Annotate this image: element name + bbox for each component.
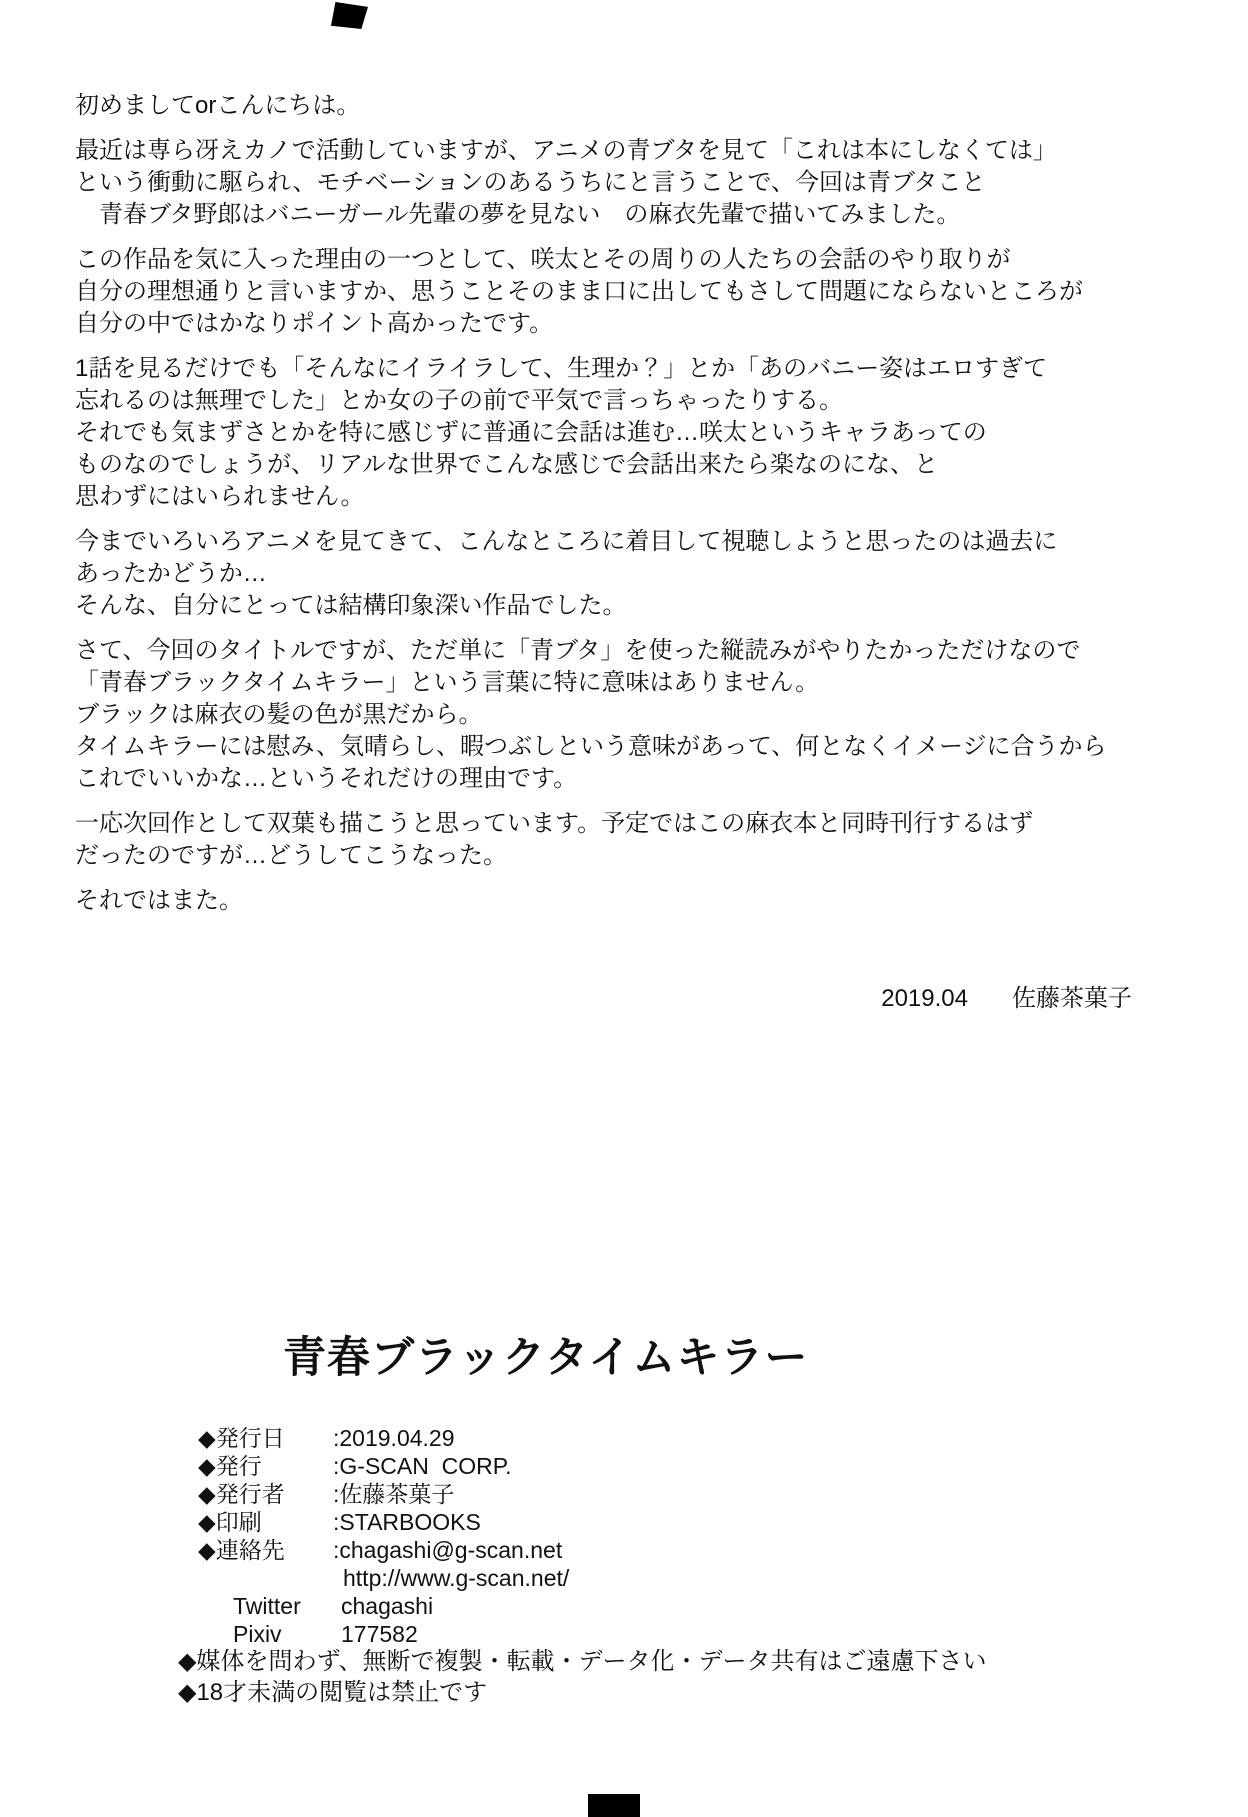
colophon-label: ◆発行 (198, 1453, 262, 1479)
colophon-label: Pixiv (233, 1621, 282, 1647)
body-line: タイムキラーには慰み、気晴らし、暇つぶしという意味があって、何となくイメージに合うから (75, 733, 1107, 760)
body-line: これでいいかな…というそれだけの理由です。 (75, 765, 578, 792)
paragraph (75, 90, 1180, 122)
scan-ink-mark-top-icon (331, 2, 368, 29)
colophon-row (198, 1452, 569, 1480)
colophon (198, 1424, 569, 1648)
body-line: それではまた。 (75, 887, 243, 914)
body-line: さて、今回のタイトルですが、ただ単に「青ブタ」を使った縦読みがやりたかっただけなので (75, 637, 1081, 664)
body-line: 最近は専ら冴えカノで活動していますが、アニメの青ブタを見て「これは本にしなくては」 (75, 137, 1057, 164)
colophon-row (198, 1508, 569, 1536)
signature-row (75, 951, 1180, 1047)
colophon-value: :佐藤茶菓子 (333, 1481, 455, 1507)
body-line: そんな、自分にとっては結構印象深い作品でした。 (75, 592, 627, 619)
colophon-value: 177582 (341, 1621, 418, 1647)
paragraph (75, 885, 1180, 917)
body-line: 思わずにはいられません。 (75, 483, 365, 510)
body-line: この作品を気に入った理由の一つとして、咲太とその周りの人たちの会話のやり取りが (75, 246, 1011, 273)
colophon-value: http://www.g-scan.net/ (343, 1565, 570, 1591)
colophon-label (198, 1564, 333, 1592)
notice-no-reproduction: ◆媒体を問わず、無断で複製・転載・データ化・データ共有はご遠慮下さい (178, 1648, 987, 1675)
body-line: 自分の中ではかなりポイント高かったです。 (75, 310, 554, 337)
colophon-value: chagashi (341, 1593, 434, 1619)
colophon-notices (178, 1646, 987, 1708)
body-line: 1話を見るだけでも「そんなにイライラして、生理か？」とか「あのバニー姿はエロすぎて (75, 355, 1048, 382)
signature-author: 佐藤茶菓子 (1012, 985, 1132, 1012)
colophon-row (198, 1564, 569, 1592)
colophon-row (198, 1620, 569, 1648)
paragraph (75, 808, 1180, 872)
body-line: という衝動に駆られ、モチベーションのあるうちにと言うことで、今回は青ブタこと (75, 169, 986, 196)
body-line: ものなのでしょうが、リアルな世界でこんな感じで会話出来たら楽なのにな、と (75, 451, 939, 478)
notice-age-restriction: ◆18才未満の閲覧は禁止です (178, 1679, 488, 1706)
body-line: 自分の理想通りと言いますか、思うことそのまま口に出してもさして問題にならないところが (75, 278, 1083, 305)
paragraph (75, 353, 1180, 513)
colophon-label: ◆発行者 (198, 1481, 285, 1507)
paragraph (75, 135, 1180, 231)
afterword-body (75, 90, 1180, 1047)
body-line: ブラックは麻衣の髪の色が黒だから。 (75, 701, 483, 728)
colophon-row (198, 1424, 569, 1452)
body-line: 「青春ブラックタイムキラー」という言葉に特に意味はありません。 (75, 669, 819, 696)
colophon-label: ◆印刷 (198, 1509, 262, 1535)
paragraph (75, 526, 1180, 622)
colophon-row (198, 1480, 569, 1508)
paragraph (75, 244, 1180, 340)
colophon-value: :G-SCAN CORP. (333, 1453, 512, 1479)
body-line: 今までいろいろアニメを見てきて、こんなところに着目して視聴しようと思ったのは過去に (75, 528, 1058, 555)
signature-date: 2019.04 (881, 985, 968, 1012)
book-title: 青春ブラックタイムキラー (283, 1334, 809, 1382)
body-line: 初めましてorこんにちは。 (75, 92, 361, 119)
colophon-label: Twitter (233, 1593, 301, 1619)
paragraph (75, 635, 1180, 795)
body-line: 一応次回作として双葉も描こうと思っています。予定ではこの麻衣本と同時刊行するはず (75, 810, 1034, 837)
colophon-value: :STARBOOKS (333, 1509, 481, 1535)
scan-ink-mark-bottom-icon (588, 1794, 640, 1817)
body-line: 忘れるのは無理でした」とか女の子の前で平気で言っちゃったりする。 (75, 387, 843, 414)
colophon-label: ◆発行日 (198, 1425, 285, 1451)
colophon-row (198, 1592, 569, 1620)
colophon-value: :2019.04.29 (333, 1425, 455, 1451)
colophon-value: :chagashi@g-scan.net (333, 1537, 563, 1563)
body-line: それでも気まずさとかを特に感じずに普通に会話は進む…咲太というキャラあっての (75, 419, 987, 446)
body-line: 青春ブタ野郎はバニーガール先輩の夢を見ない の麻衣先輩で描いてみました。 (75, 201, 961, 228)
body-line: だったのですが…どうしてこうなった。 (75, 842, 507, 869)
colophon-row (198, 1536, 569, 1564)
colophon-label: ◆連絡先 (198, 1537, 285, 1563)
body-line: あったかどうか… (75, 560, 267, 587)
